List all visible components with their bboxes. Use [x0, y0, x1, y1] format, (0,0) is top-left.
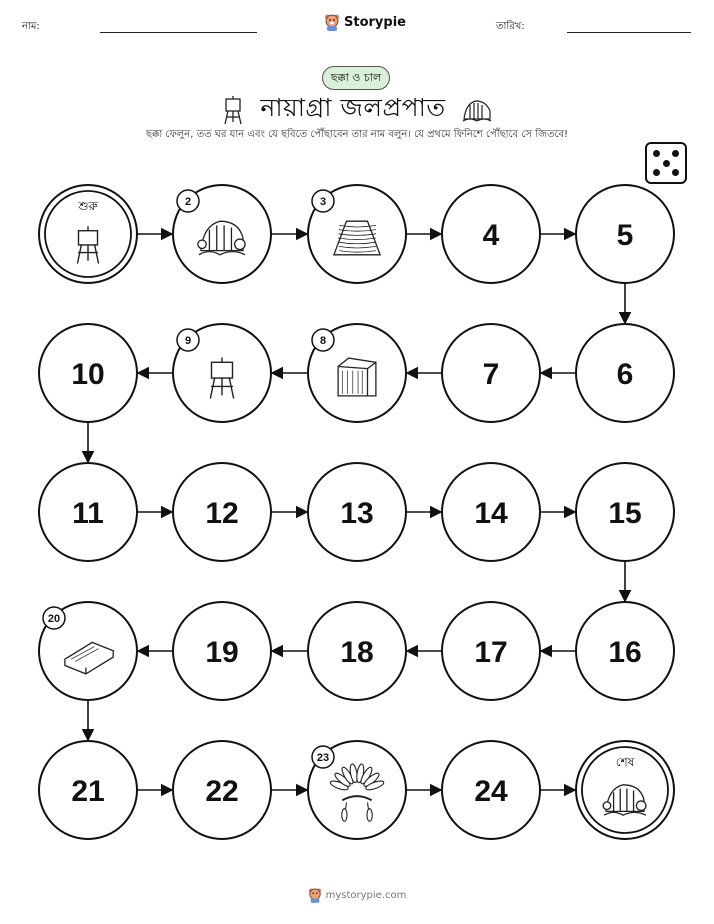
- board-cell-25[interactable]: [576, 741, 674, 839]
- board-cell-7[interactable]: [442, 324, 540, 422]
- cell-number: 19: [205, 636, 239, 669]
- name-label: নাম:: [22, 21, 40, 32]
- board-cell-18[interactable]: [308, 602, 406, 700]
- cell-number: 6: [616, 358, 634, 391]
- cell-number: 14: [474, 497, 508, 530]
- board-cell-12[interactable]: [173, 463, 271, 561]
- board-cell-14[interactable]: [442, 463, 540, 561]
- cell-number: 2: [184, 196, 192, 208]
- board-cell-19[interactable]: [173, 602, 271, 700]
- board-cell-8[interactable]: [308, 324, 406, 422]
- cell-number: 7: [482, 358, 500, 391]
- page-title: নায়াগ্রা জলপ্রপাত: [260, 93, 446, 122]
- cell-number: 3: [319, 196, 327, 208]
- board-cell-23[interactable]: [308, 741, 406, 839]
- board-cell-17[interactable]: [442, 602, 540, 700]
- cell-number: 23: [316, 752, 330, 764]
- cliff-icon: [338, 358, 376, 396]
- start-label: শুরু: [78, 199, 98, 213]
- board-cell-6[interactable]: [576, 324, 674, 422]
- footer-url: mystorypie.com: [325, 889, 407, 901]
- cell-number: 12: [205, 497, 239, 530]
- cell-number: 18: [340, 636, 374, 669]
- cell-number: 5: [616, 219, 634, 252]
- cell-number: 9: [184, 335, 192, 347]
- board-cell-16[interactable]: [576, 602, 674, 700]
- brand-name: Storypie: [344, 14, 406, 30]
- board-cell-22[interactable]: [173, 741, 271, 839]
- board-cell-9[interactable]: [173, 324, 271, 422]
- cell-number: 16: [608, 636, 642, 669]
- board-cell-20[interactable]: [39, 602, 137, 700]
- cell-number: 11: [72, 497, 104, 530]
- cell-number: 21: [71, 775, 105, 808]
- board-cell-11[interactable]: [39, 463, 137, 561]
- board-cell-2[interactable]: [173, 185, 271, 283]
- cell-number: 15: [608, 497, 642, 530]
- end-label: শেষ: [615, 755, 635, 769]
- cell-number: 13: [340, 497, 374, 530]
- cell-number: 24: [474, 775, 508, 808]
- board-cell-10[interactable]: [39, 324, 137, 422]
- board-cell-5[interactable]: [576, 185, 674, 283]
- bear-mascot-icon: [308, 887, 322, 903]
- cell-number: 20: [47, 613, 61, 625]
- board-cell-15[interactable]: [576, 463, 674, 561]
- board-cell-21[interactable]: [39, 741, 137, 839]
- board-cell-3[interactable]: [308, 185, 406, 283]
- game-type-badge: ছক্কা ও চাল: [322, 66, 390, 90]
- cell-number: 22: [205, 775, 239, 808]
- board-cell-24[interactable]: [442, 741, 540, 839]
- date-label: তারিখ:: [496, 21, 525, 32]
- cell-number: 17: [474, 636, 508, 669]
- board-cell-1[interactable]: [39, 185, 137, 283]
- board-cell-13[interactable]: [308, 463, 406, 561]
- cell-number: 8: [319, 335, 327, 347]
- cell-number: 10: [71, 358, 105, 391]
- footer: [0, 887, 714, 903]
- board-cell-4[interactable]: [442, 185, 540, 283]
- cell-number: 4: [482, 219, 500, 252]
- instructions: ছক্কা ফেলুন, তত ঘর যান এবং যে ছবিতে পৌঁছাবেন তার নাম বলুন। যে প্রথমে ফিনিশে পৌঁছাবে সে জিতবে!: [145, 129, 569, 140]
